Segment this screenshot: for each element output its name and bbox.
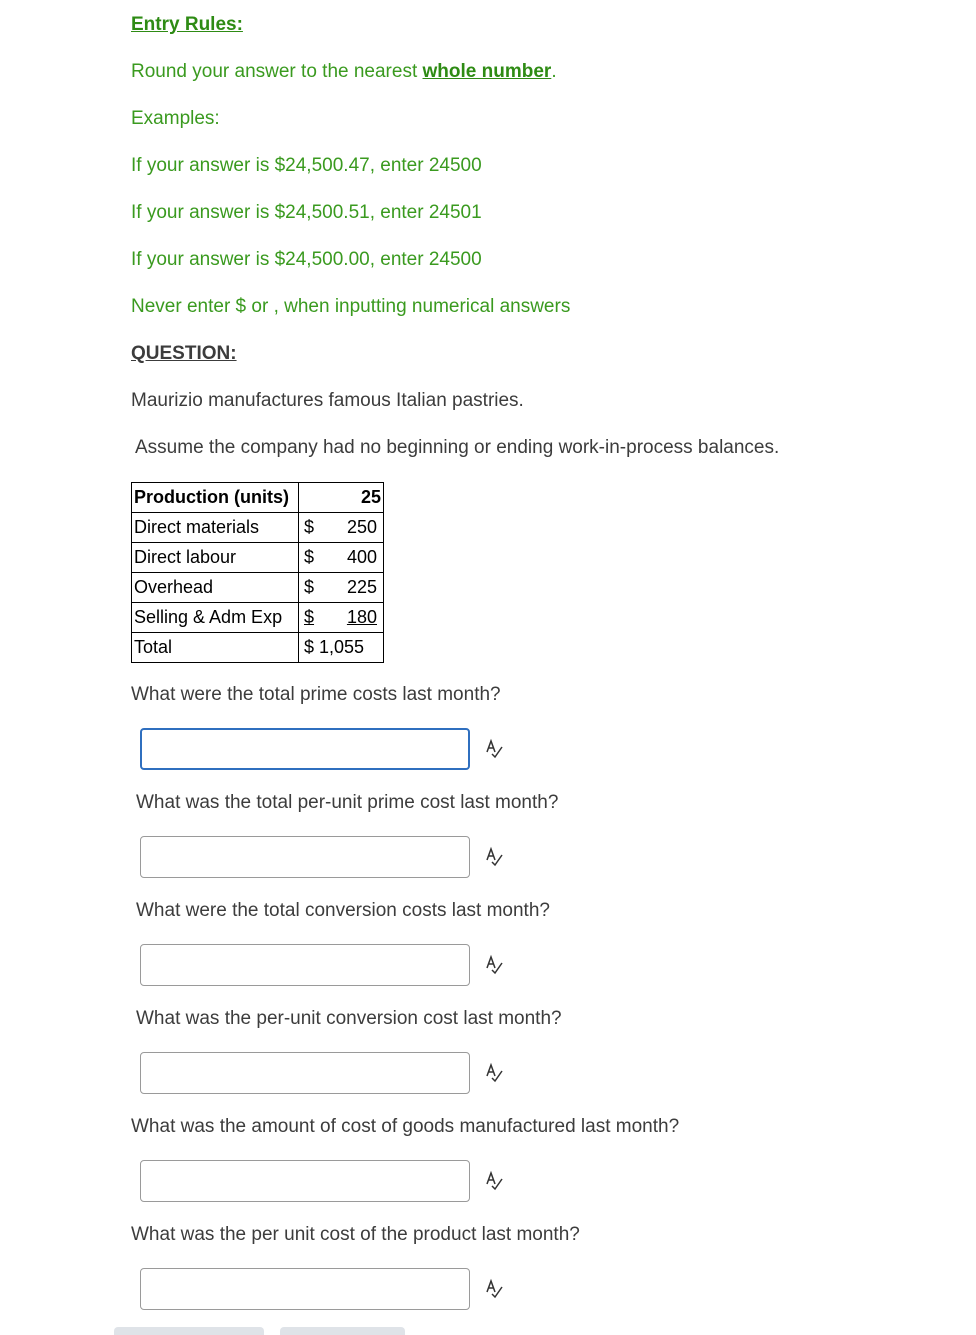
spellcheck-icon[interactable] — [484, 954, 506, 976]
row-amount: 225 — [346, 577, 377, 597]
currency-symbol: $ — [304, 577, 315, 597]
row-amount: 180 — [346, 607, 377, 627]
example-1: If your answer is $24,500.47, enter 24500 — [131, 155, 482, 176]
total-value: $ 1,055 — [299, 633, 384, 663]
table-row — [132, 513, 384, 543]
answer-input-per-unit-prime-cost[interactable] — [140, 836, 470, 878]
spellcheck-icon[interactable] — [484, 1170, 506, 1192]
row-value — [299, 543, 384, 573]
spellcheck-icon[interactable] — [484, 1278, 506, 1300]
answer-input-per-unit-product-cost[interactable] — [140, 1268, 470, 1310]
example-3: If your answer is $24,500.00, enter 24500 — [131, 249, 482, 270]
round-rule — [131, 60, 557, 84]
prompt-per-unit-product-cost: What was the per unit cost of the product last month? — [131, 1224, 580, 1245]
prompt-cost-of-goods-manufactured: What was the amount of cost of goods manufactured last month? — [131, 1116, 680, 1137]
total-label: Total — [132, 633, 299, 663]
round-rule-emphasis: whole number — [422, 61, 552, 82]
answer-input-total-conversion-costs[interactable] — [140, 944, 470, 986]
example-2: If your answer is $24,500.51, enter 24501 — [131, 202, 482, 223]
spellcheck-icon[interactable] — [484, 1062, 506, 1084]
entry-rules-heading: Entry Rules: — [131, 14, 243, 35]
question-intro: Maurizio manufactures famous Italian pastries. — [131, 390, 524, 411]
production-value: 25 — [299, 483, 384, 513]
row-label: Direct labour — [132, 543, 299, 573]
currency-symbol: $ — [304, 547, 315, 567]
prompt-total-prime-costs: What were the total prime costs last month? — [131, 684, 501, 705]
table-total-row — [132, 633, 384, 663]
bottom-button-partial[interactable] — [280, 1327, 405, 1335]
table-row — [132, 543, 384, 573]
prompt-total-conversion-costs: What were the total conversion costs last month? — [136, 900, 550, 921]
row-value — [299, 513, 384, 543]
round-rule-prefix: Round your answer to the nearest — [131, 61, 423, 82]
row-label: Selling & Adm Exp — [132, 603, 299, 633]
question-assumption: Assume the company had no beginning or ending work-in-process balances. — [135, 437, 780, 458]
question-heading: QUESTION: — [131, 343, 237, 364]
table-row — [132, 573, 384, 603]
table-row — [132, 603, 384, 633]
row-label: Direct materials — [132, 513, 299, 543]
row-value — [299, 573, 384, 603]
row-label: Overhead — [132, 573, 299, 603]
row-amount: 250 — [346, 517, 377, 537]
table-header-row — [132, 483, 384, 513]
spellcheck-icon[interactable] — [484, 738, 506, 760]
prompt-per-unit-prime-cost: What was the total per-unit prime cost last month? — [136, 792, 559, 813]
examples-label: Examples: — [131, 108, 220, 129]
row-amount: 400 — [346, 547, 377, 567]
prompt-per-unit-conversion-cost: What was the per-unit conversion cost last month? — [136, 1008, 562, 1029]
cost-table — [131, 482, 384, 663]
answer-input-total-prime-costs[interactable] — [140, 728, 470, 770]
answer-input-cost-of-goods-manufactured[interactable] — [140, 1160, 470, 1202]
bottom-button-partial[interactable] — [114, 1327, 264, 1335]
row-value — [299, 603, 384, 633]
never-enter-rule: Never enter $ or , when inputting numerical answers — [131, 296, 571, 317]
production-label: Production (units) — [132, 483, 299, 513]
spellcheck-icon[interactable] — [484, 846, 506, 868]
round-rule-suffix: . — [551, 61, 557, 82]
answer-input-per-unit-conversion-cost[interactable] — [140, 1052, 470, 1094]
currency-symbol: $ — [304, 607, 315, 627]
currency-symbol: $ — [304, 517, 315, 537]
